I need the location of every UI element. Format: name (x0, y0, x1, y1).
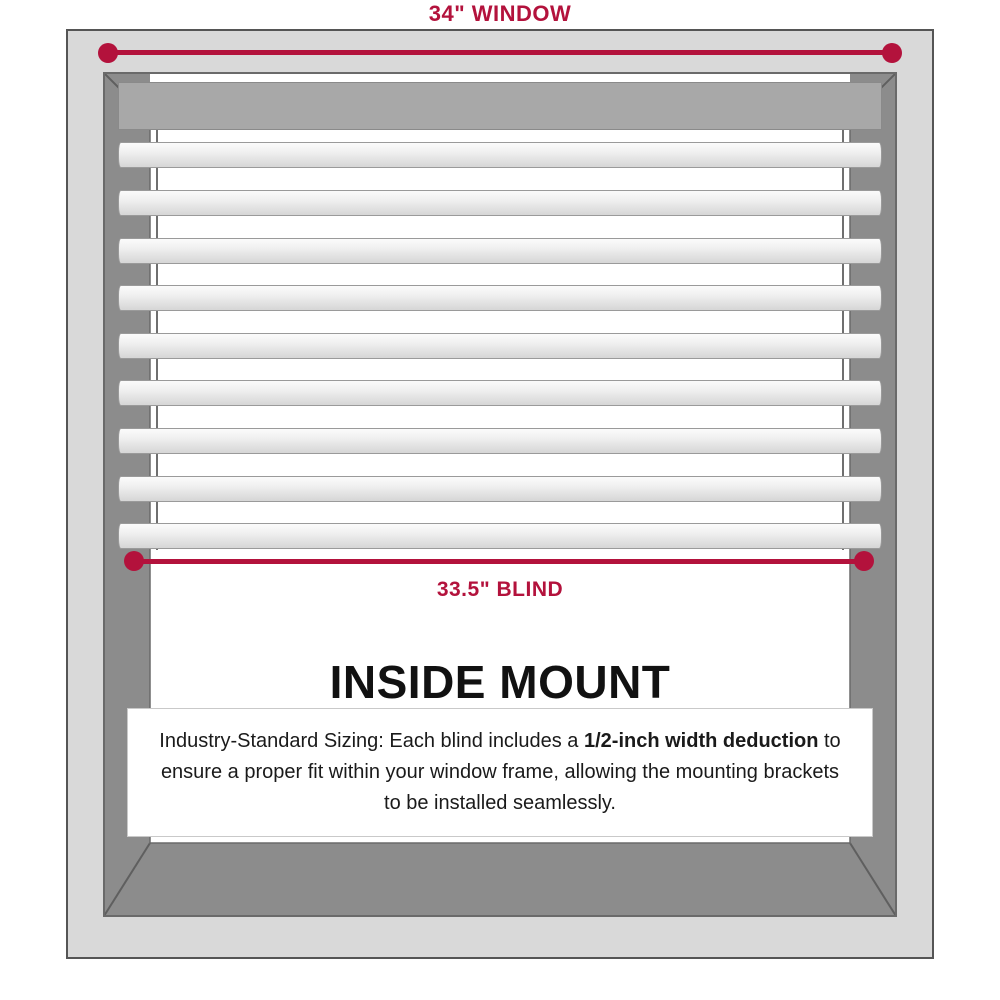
sizing-note-box (127, 708, 873, 837)
note-part-2: to ensure a proper fit within your window frame, allowing the mounting brackets to be installed seamlessly. (160, 730, 841, 814)
blind-slat (118, 238, 882, 264)
blind-slat (118, 285, 882, 311)
blind-slat (118, 190, 882, 216)
blind-slat (118, 523, 882, 549)
blind-dimension-label: 33.5" BLIND (436, 578, 564, 601)
mount-type-heading: INSIDE MOUNT (329, 656, 671, 708)
note-bold-1: 1/2-inch width deduction (583, 730, 819, 752)
note-part-1: Industry-Standard Sizing: Each blind includes a (159, 730, 584, 752)
blind-slat (118, 380, 882, 406)
blind-slat (118, 428, 882, 454)
blind-dimension-endpoint-right (854, 551, 874, 571)
blind-slat (118, 476, 882, 502)
blind-slat (118, 142, 882, 168)
blind-headrail (118, 82, 882, 130)
window-dimension-line (108, 50, 892, 55)
blind-dimension-endpoint-left (124, 551, 144, 571)
blind-slat (118, 333, 882, 359)
window-dimension-endpoint-left (98, 43, 118, 63)
sizing-note-text (128, 726, 872, 819)
blind-dimension-line (136, 559, 866, 564)
window-dimension-endpoint-right (882, 43, 902, 63)
window-dimension-label: 34" WINDOW (428, 1, 572, 26)
